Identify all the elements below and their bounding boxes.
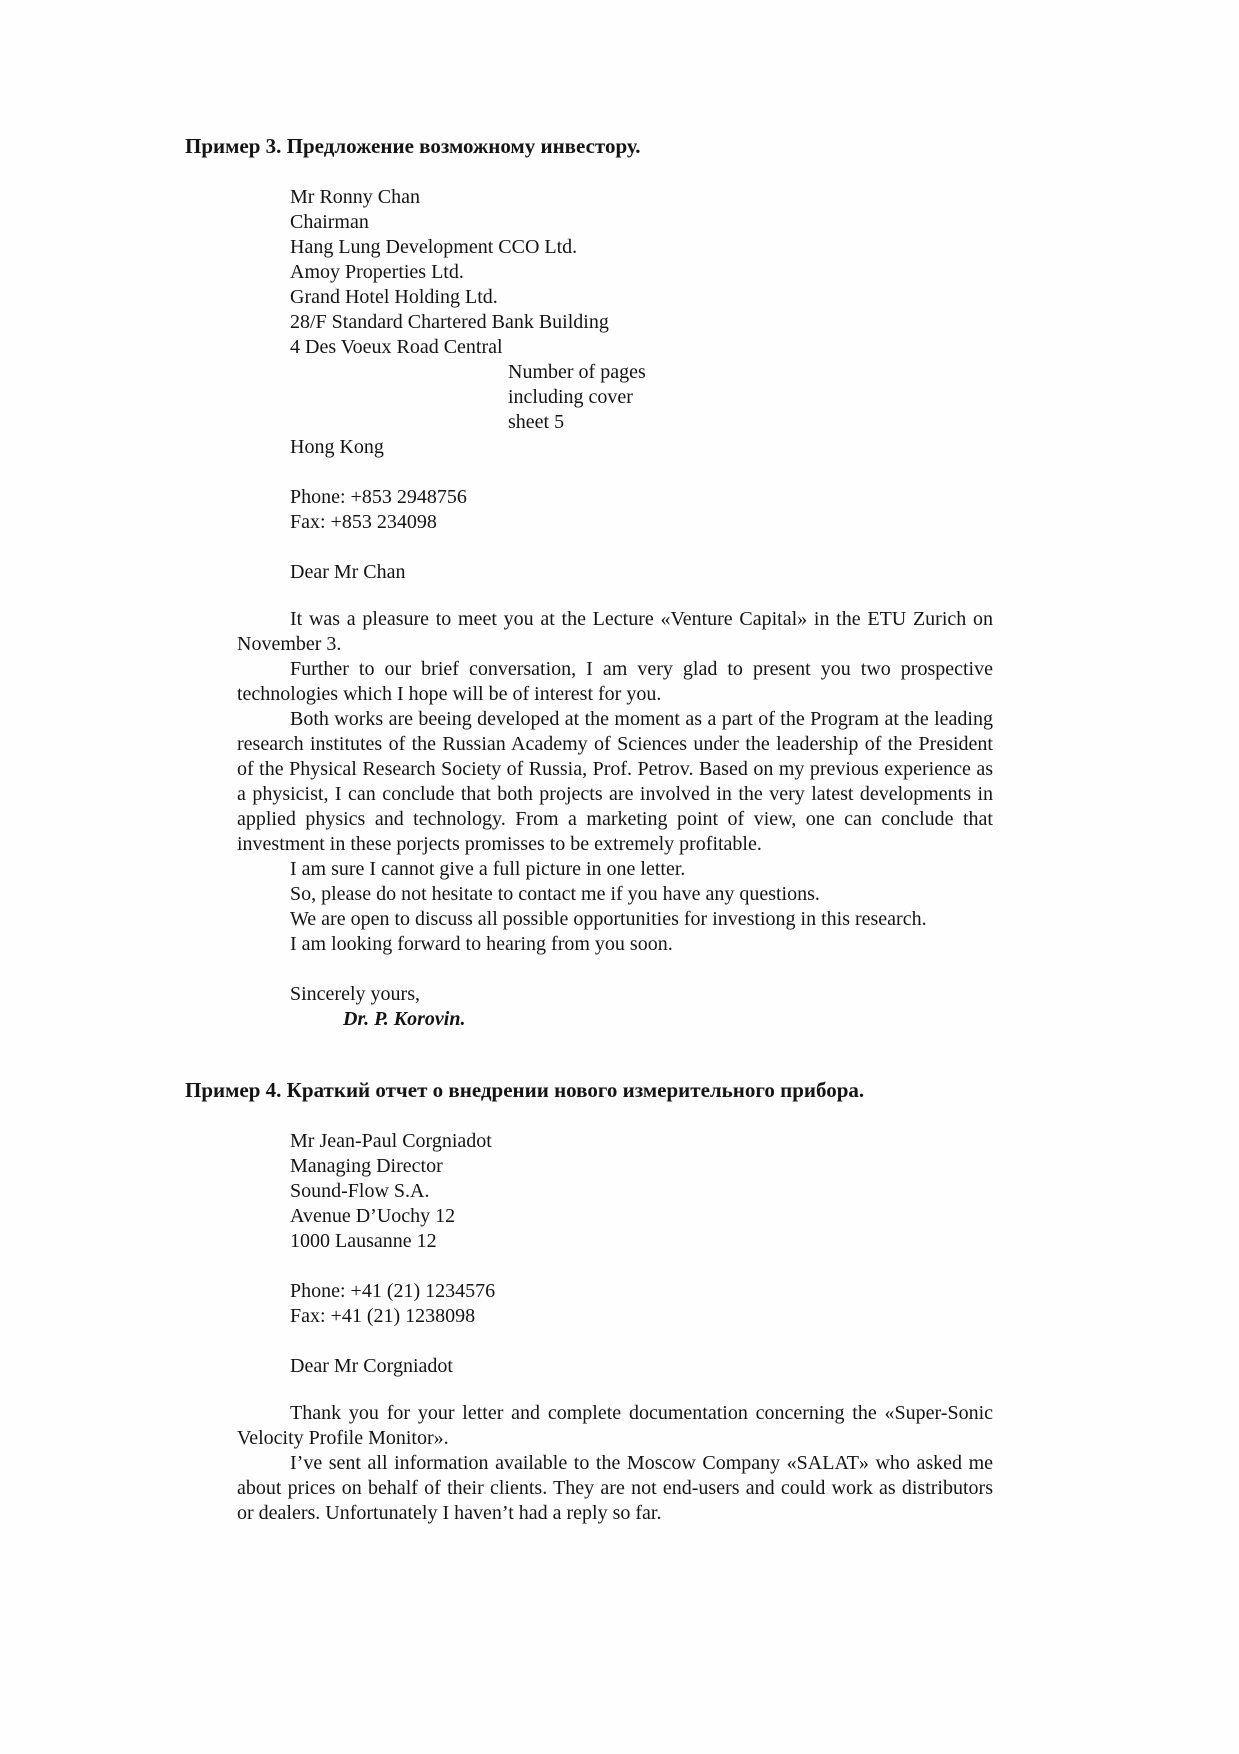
signature-line: Dr. P. Korovin. bbox=[343, 1008, 466, 1030]
example3-pages-note bbox=[237, 360, 993, 435]
paragraph: So, please do not hesitate to contact me if you have any questions. bbox=[290, 883, 820, 905]
example3-city: Hong Kong bbox=[290, 436, 384, 458]
example4-body bbox=[237, 1401, 993, 1526]
paragraph: I am looking forward to hearing from you soon. bbox=[290, 933, 673, 955]
example3-recipient-address bbox=[237, 185, 993, 360]
example4-heading: Пример 4. Краткий отчет о внедрении нового измерительного прибора. bbox=[185, 1078, 865, 1102]
fax-line: Fax: +853 234098 bbox=[290, 511, 437, 533]
paragraph: I’ve sent all information available to the Moscow Company «SALAT» who asked me about prices on behalf of their clients. They are not end-users and could work as distributors or dealers. Unfortunately I haven’t had a reply so far. bbox=[237, 1452, 993, 1524]
section-gap bbox=[237, 1032, 993, 1077]
fax-line: Fax: +41 (21) 1238098 bbox=[290, 1305, 476, 1327]
phone-line: Phone: +41 (21) 1234576 bbox=[290, 1280, 496, 1302]
pages-note-line: including cover bbox=[508, 386, 633, 408]
example3-body bbox=[237, 607, 993, 957]
phone-line: Phone: +853 2948756 bbox=[290, 486, 467, 508]
closing-line: Sincerely yours, bbox=[290, 983, 420, 1005]
address-line: 1000 Lausanne 12 bbox=[290, 1230, 437, 1252]
paragraph: Further to our brief conversation, I am very glad to present you two prospective technologies which I hope will be of interest for you. bbox=[237, 658, 993, 705]
address-line: 28/F Standard Chartered Bank Building bbox=[290, 311, 609, 333]
address-line: Mr Jean-Paul Corgniadot bbox=[290, 1130, 492, 1152]
paragraph: Both works are beeing developed at the moment as a part of the Program at the leading research institutes of the Russian Academy of Sciences under the leadership of the President of the Physical Research Society of Russia, Prof. Petrov. Based on my previous experience as a physicist, I can conclude that both projects are involved in the very latest developments in applied physics and technology. From a marketing point of view, one can conclude that investment in these porjects promisses to be extremely profitable. bbox=[237, 708, 993, 855]
example4-contacts bbox=[237, 1279, 993, 1329]
address-line: Amoy Properties Ltd. bbox=[290, 261, 464, 283]
example3-salutation: Dear Mr Chan bbox=[290, 561, 406, 583]
pages-note-line: sheet 5 bbox=[508, 411, 565, 433]
paragraph: It was a pleasure to meet you at the Lecture «Venture Capital» in the ETU Zurich on November 3. bbox=[237, 608, 993, 655]
address-line: 4 Des Voeux Road Central bbox=[290, 336, 503, 358]
address-line: Grand Hotel Holding Ltd. bbox=[290, 286, 498, 308]
example4-recipient-address bbox=[237, 1129, 993, 1254]
pages-note-line: Number of pages bbox=[508, 361, 646, 383]
example3-closing-block bbox=[237, 982, 993, 1032]
address-line: Managing Director bbox=[290, 1155, 443, 1177]
paragraph: I am sure I cannot give a full picture in one letter. bbox=[290, 858, 686, 880]
address-line: Hang Lung Development CCO Ltd. bbox=[290, 236, 578, 258]
example4-salutation: Dear Mr Corgniadot bbox=[290, 1355, 453, 1377]
paragraph: Thank you for your letter and complete documentation concerning the «Super-Sonic Velocity Profile Monitor». bbox=[237, 1402, 993, 1449]
address-line: Sound-Flow S.A. bbox=[290, 1180, 430, 1202]
address-line: Avenue D’Uochy 12 bbox=[290, 1205, 456, 1227]
address-line: Chairman bbox=[290, 211, 369, 233]
example3-heading: Пример 3. Предложение возможному инвестору. bbox=[185, 134, 641, 158]
address-line: Mr Ronny Chan bbox=[290, 186, 420, 208]
example3-contacts bbox=[237, 485, 993, 535]
paragraph: We are open to discuss all possible opportunities for investiong in this research. bbox=[290, 908, 927, 930]
